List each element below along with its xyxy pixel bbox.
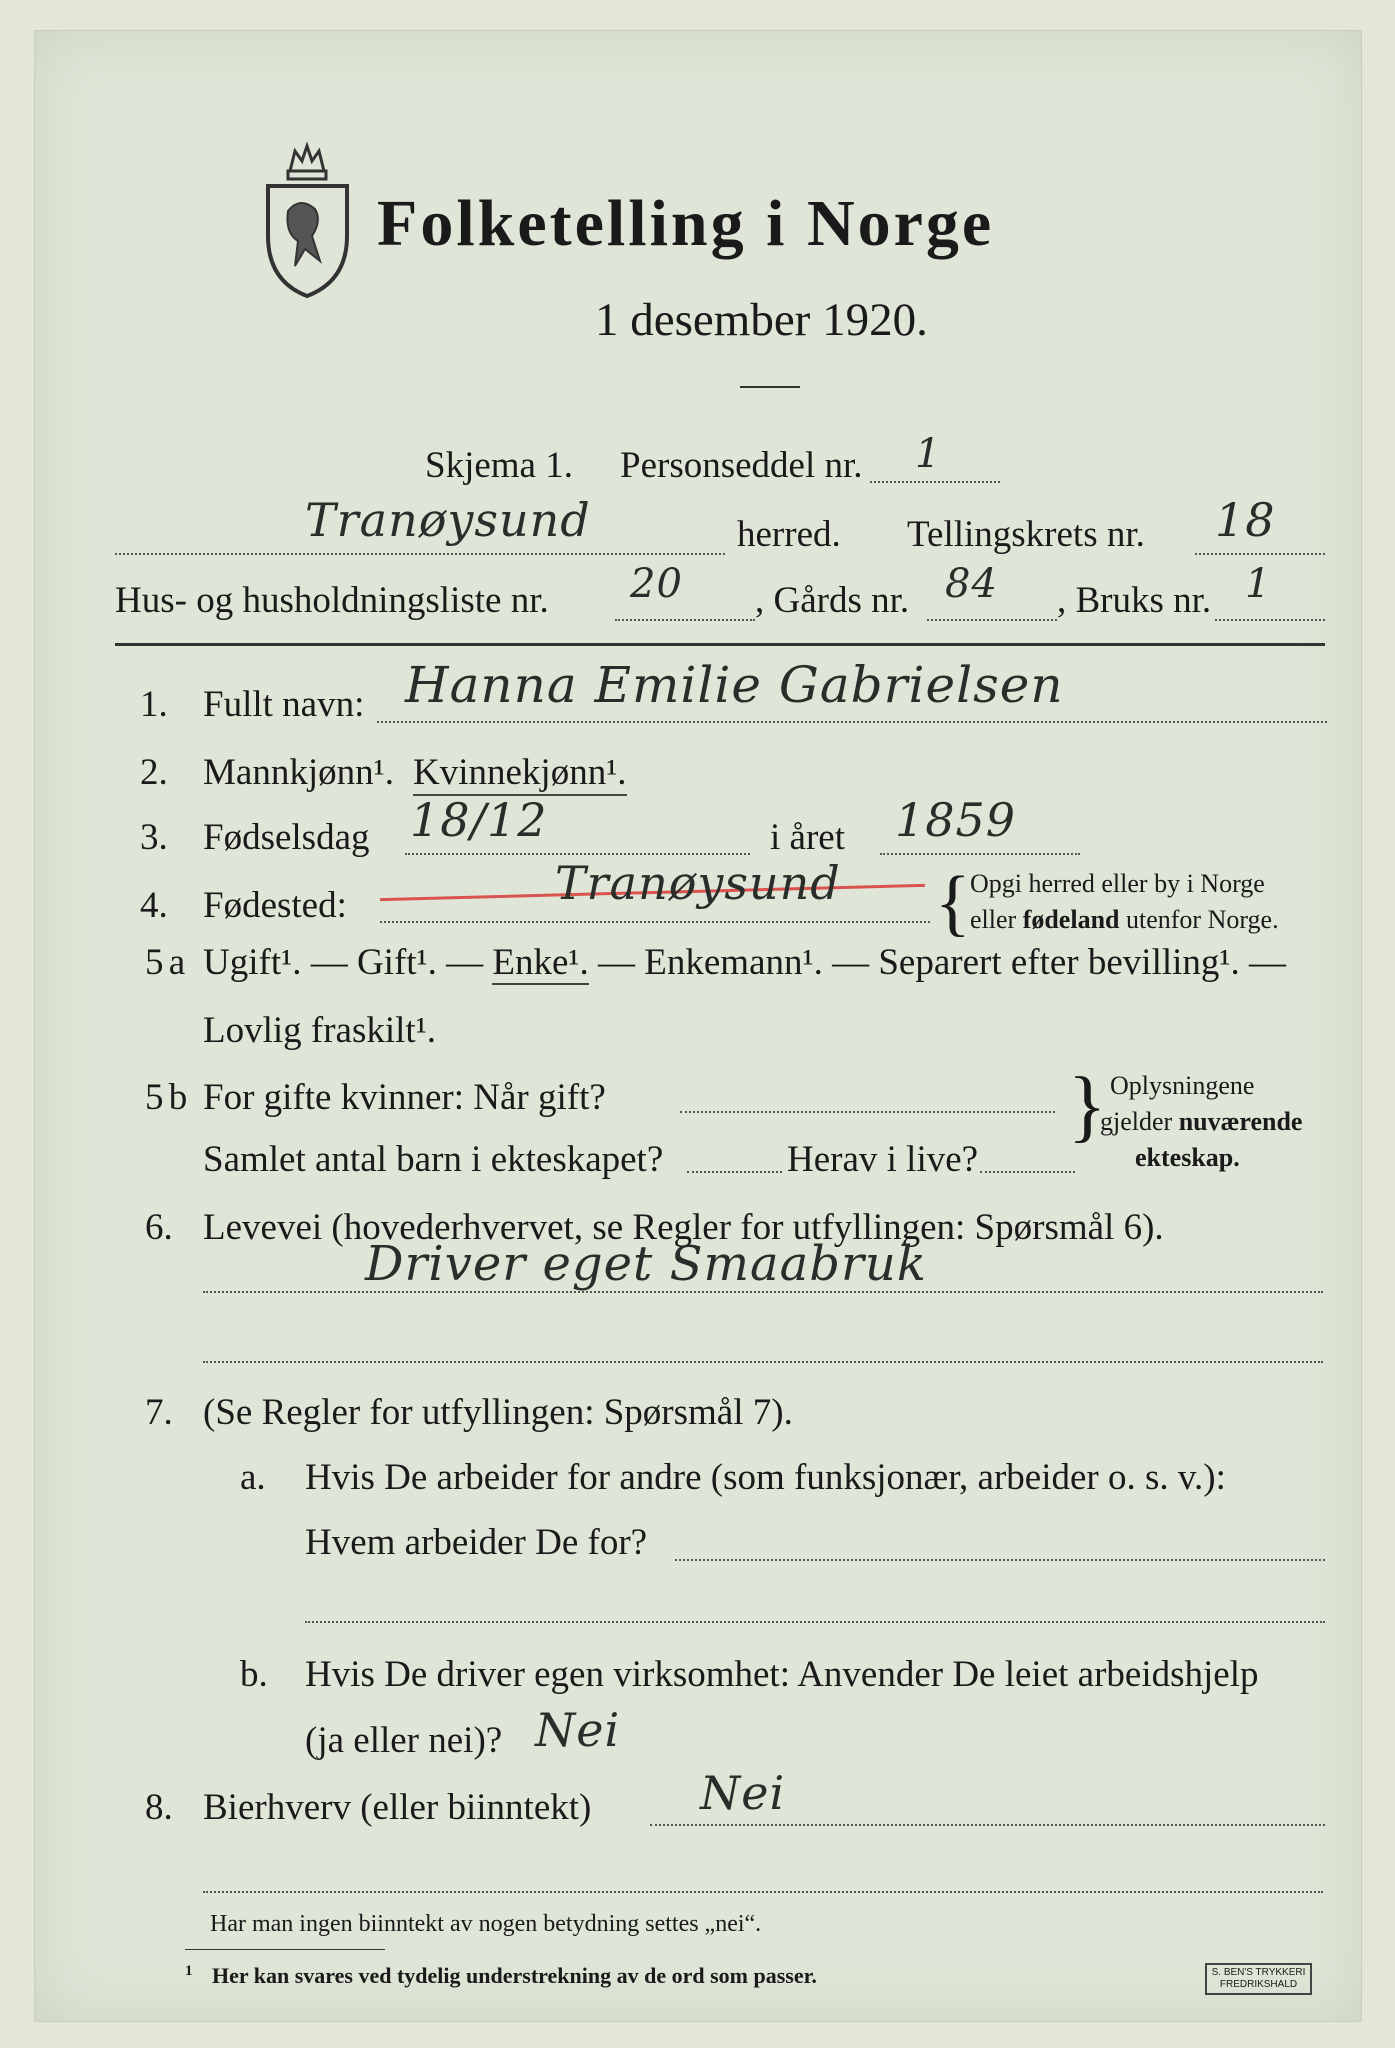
q7a-line2: Hvem arbeider De for? (305, 1522, 648, 1563)
q8-label: Bierhverv (eller biinntekt) (203, 1787, 592, 1828)
q3-line (405, 853, 750, 855)
q8-line (650, 1824, 1325, 1826)
q5b-alive-label: Herav i live? (787, 1139, 979, 1180)
q7-number: 7. (145, 1392, 173, 1433)
q5b-note-2-b: nuværende (1178, 1107, 1303, 1136)
schema-label: Skjema 1. (425, 445, 573, 486)
q5b-note-1: Oplysningene (1110, 1071, 1255, 1100)
gards-value: 84 (945, 561, 998, 607)
q5b-note-2 (1100, 1107, 1302, 1137)
q4-note-2 (970, 905, 1279, 935)
q3-year-line (880, 853, 1080, 855)
q7b-line1: Hvis De driver egen virksomhet: Anvender De leiet arbeidshjelp (305, 1654, 1259, 1695)
q1-line (377, 721, 1327, 723)
q8-number: 8. (145, 1787, 173, 1828)
footer-divider (185, 1949, 385, 1950)
q6-label: Levevei (hovederhvervet, se Regler for utfyllingen: Spørsmål 6). (203, 1207, 1164, 1248)
header-divider (115, 643, 1325, 646)
page-title: Folketelling i Norge (377, 187, 995, 260)
q5b-children-label: Samlet antal barn i ekteskapet? (203, 1139, 664, 1180)
q6-value: Driver eget Smaabruk (365, 1236, 927, 1292)
q5a-options-c: — Enkemann¹. — Separert efter bevilling¹. — (598, 942, 1287, 983)
q6-number: 6. (145, 1207, 173, 1248)
coat-of-arms-icon (260, 141, 355, 306)
q5b-line1: For gifte kvinner: Når gift? (203, 1077, 606, 1118)
q3-label: Fødselsdag (203, 817, 370, 858)
q4-note-1: Opgi herred eller by i Norge (970, 869, 1265, 898)
q5b-married-line (680, 1111, 1055, 1113)
herred-line (115, 553, 725, 555)
q5b-children-line (687, 1171, 782, 1173)
personseddel-value: 1 (915, 431, 942, 477)
bruks-line (1215, 619, 1325, 621)
herred-label: herred. (737, 514, 841, 555)
q8-value: Nei (700, 1766, 786, 1820)
q4-label: Fødested: (203, 885, 347, 926)
q3-number: 3. (140, 817, 168, 858)
q4-number: 4. (140, 885, 168, 926)
q5b-alive-line (980, 1171, 1075, 1173)
footnote-a: Her kan svares ved (212, 1963, 392, 1988)
q4-note-2-c: utenfor Norge. (1126, 905, 1279, 934)
footnote-c: av de ord som passer. (616, 1963, 817, 1988)
bruks-label: , Bruks nr. (1057, 580, 1212, 621)
q7a-letter: a. (240, 1457, 266, 1498)
q4-note-2-b: fødeland (1022, 905, 1120, 934)
q6-line-2 (203, 1361, 1323, 1363)
bruks-value: 1 (1245, 561, 1272, 607)
q4-brace-icon: { (935, 862, 971, 944)
footnote-b: tydelig understrekning (396, 1963, 612, 1988)
q5b-note-2-a: gjelder (1100, 1107, 1173, 1136)
q4-note-2-a: eller (970, 905, 1017, 934)
q5a-widow-option: Enke¹. (492, 942, 589, 983)
q4-value: Tranøysund (555, 856, 841, 910)
q7a-line1: Hvis De arbeider for andre (som funksjonær, arbeider o. s. v.): (305, 1457, 1226, 1498)
tellingskrets-label: Tellingskrets nr. (907, 514, 1145, 555)
census-date: 1 desember 1920. (595, 294, 928, 346)
q5a-options-a: Ugift¹. — Gift¹. — (203, 942, 484, 983)
q1-number: 1. (140, 684, 168, 725)
q7-label: (Se Regler for utfyllingen: Spørsmål 7). (203, 1392, 793, 1433)
q2-male-option: Mannkjønn¹. (203, 752, 394, 793)
tellingskrets-line (1195, 553, 1325, 555)
q5b-note-3: ekteskap. (1135, 1143, 1240, 1172)
hus-label: Hus- og husholdningsliste nr. (115, 580, 549, 621)
gards-line (927, 619, 1057, 621)
hus-line (615, 619, 755, 621)
q7b-value: Nei (535, 1703, 621, 1757)
footnote (185, 1963, 817, 1989)
q5a-line1 (203, 941, 1286, 984)
personseddel-label: Personseddel nr. (620, 445, 863, 486)
q5a-number: 5 a (145, 942, 184, 983)
hus-value: 20 (630, 561, 683, 607)
tellingskrets-value: 18 (1215, 493, 1276, 547)
printer-stamp: S. BEN'S TRYKKERI FREDRIKSHALD (1205, 1963, 1312, 1995)
census-form (34, 30, 1362, 2022)
q7b-line2: (ja eller nei)? (305, 1720, 503, 1761)
q4-line (380, 921, 930, 923)
q3-year-label: i året (770, 817, 845, 858)
q5b-brace-icon: } (1068, 1062, 1107, 1150)
footer-note: Har man ingen biinntekt av nogen betydning settes „nei“. (210, 1911, 762, 1937)
q7a-line-1 (675, 1559, 1325, 1561)
q1-label: Fullt navn: (203, 684, 365, 725)
q5a-line2: Lovlig fraskilt¹. (203, 1010, 437, 1051)
q3-value: 18/12 (410, 793, 548, 847)
q8-line-2 (203, 1891, 1323, 1893)
herred-value: Tranøysund (305, 493, 591, 547)
q7b-letter: b. (240, 1654, 268, 1695)
q5b-number: 5 b (145, 1077, 186, 1118)
q7a-line-2 (305, 1621, 1325, 1623)
q2-female-option: Kvinnekjønn¹. (413, 751, 627, 796)
title-divider (740, 386, 800, 388)
q1-value: Hanna Emilie Gabrielsen (405, 656, 1064, 714)
personseddel-line (870, 481, 1000, 483)
gards-label: , Gårds nr. (755, 580, 910, 621)
footnote-number: 1 (185, 1963, 193, 1979)
q2-number: 2. (140, 752, 168, 793)
q3-year-value: 1859 (895, 793, 1017, 847)
